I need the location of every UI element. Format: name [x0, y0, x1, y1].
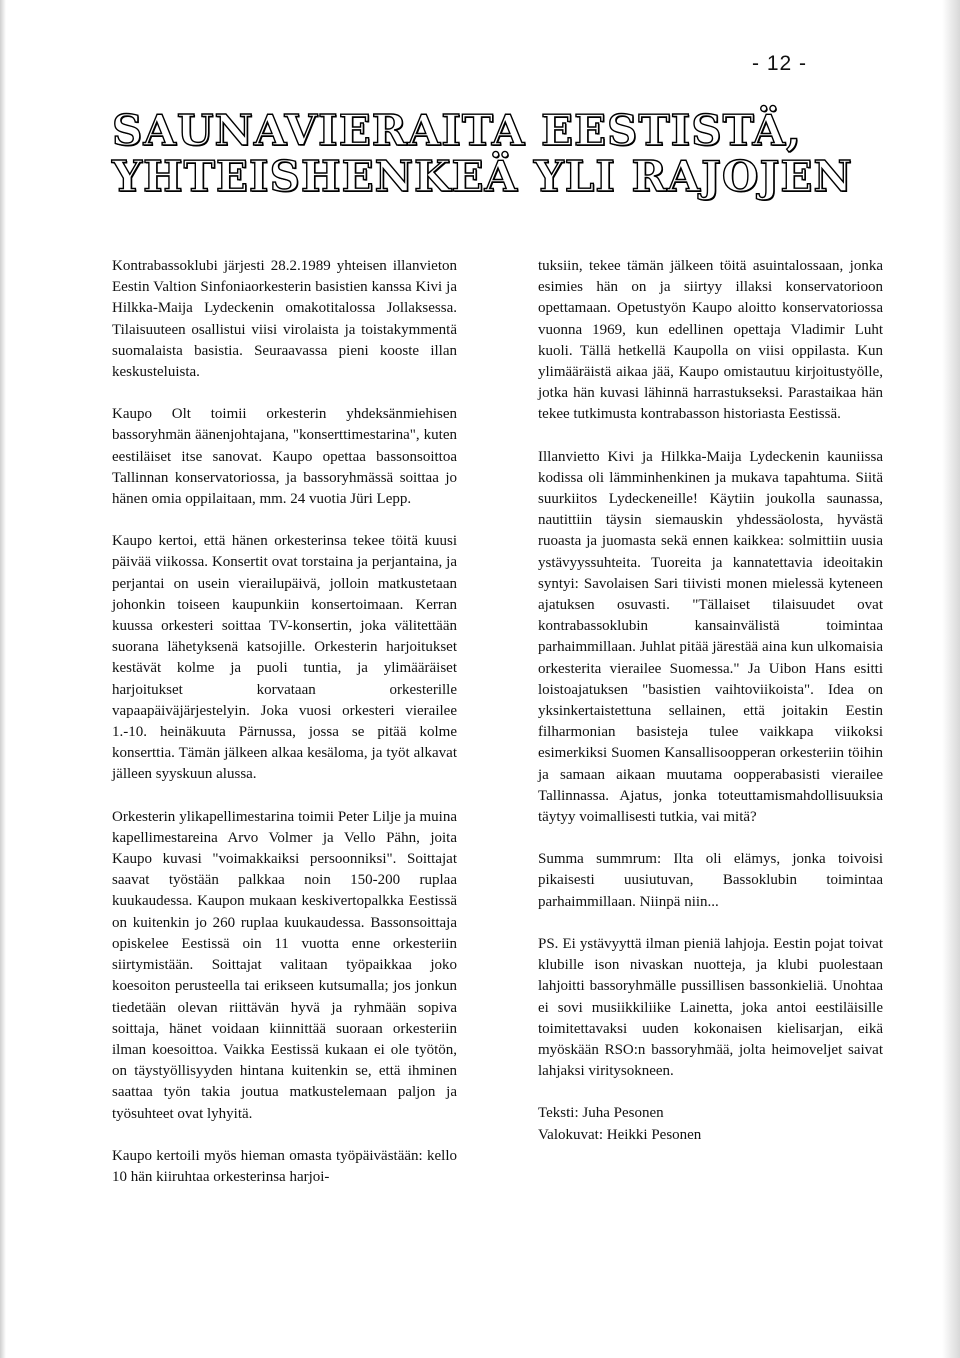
credit-text-author: Teksti: Juha Pesonen	[538, 1105, 664, 1122]
scan-edge-left	[0, 0, 6, 1358]
paragraph: Kontrabassoklubi järjesti 28.2.1989 yhteisen illanvieton Eestin Valtion Sinfoniaorkesterin basistien kanssa Kivi ja Hilkka-Maija Lydeckenin omakotitalossa Jollaksessa. Tilaisuuteen osallistui viisi virolaista ja toistakymmentä suomalaista basistia. Seuraavassa pieni kooste illan keskusteluista.	[112, 258, 457, 381]
title-line-2: YHTEISHENKEÄ YLI RAJOJEN	[112, 152, 853, 201]
page-number: - 12 -	[752, 52, 808, 75]
credit-photo-author: Valokuvat: Heikki Pesonen	[538, 1126, 702, 1143]
scan-edge-right	[942, 0, 960, 1358]
paragraph: Summa summrum: Ilta oli elämys, jonka toivoisi pikaisesti uusiutuvan, Bassoklubin toimintaa parhaimmillaan. Niinpä niin...	[538, 851, 883, 910]
title-line-1: SAUNAVIERAITA EESTISTÄ,	[112, 106, 802, 155]
paragraph: Kaupo Olt toimii orkesterin yhdeksänmiehisen bassoryhmän äänenjohtajana, "konserttimestarina", kuten eestiläiset itse sanovat. Kaupo opettaa bassonsoittoa Tallinnan konservatoriossa, ja bassoryhmässä soittaa jo hänen omia oppilaitaan, mm. 24 vuotia Jüri Lepp.	[112, 406, 457, 508]
paragraph: tuksiin, tekee tämän jälkeen töitä asuintalossaan, jonka esimies hän on ja siirtyy illaksi konservatorioon opettamaan. Opetustyön Kaupo aloitto konservatoriossa vuonna 1969, kun edellinen opettaja Vladimir Luht kuoli. Tällä hetkellä Kaupolla on viisi oppilasta. Kun ylimääräistä aikaa jää, Kaupo omistautuu kirjoitustyölle, jotka hän kuvasi lähinnä harrastukseksi. Parastaikaa hän tekee tutkimusta kontrabasson historiasta Eestissä.	[538, 258, 883, 423]
article-title	[112, 108, 853, 200]
paragraph: Kaupo kertoi, että hänen orkesterinsa tekee töitä kuusi päivää viikossa. Konsertit ovat torstaina ja perjantaina, ja perjantai on usein vierailupäivä, jolloin matkustetaan johonkin toiseen kaupunkiin konsertoimaan. Kerran kuussa orkesteri soittaa TV-konsertin, joka välitettään suorana lähetyksenä katsojille. Orkesterin harjoitukset kestävät kolme ja puoli tuntia, ja ylimääräiset harjoitukset korvataan orkesterille vapaapäiväjärjestelyin. Joka vuosi orkesteri vierailee 1.-10. heinäkuuta Pärnussa, jossa se pitää kolme konserttia. Tämän jälkeen alkaa kesäloma, ja työt alkavat jälleen syyskuun alussa.	[112, 533, 457, 783]
paragraph: Illanvietto Kivi ja Hilkka-Maija Lydeckenin kauniissa kodissa oli lämminhenkinen ja mukava tapahtuma. Siitä suurkiitos Lydeckeneille! Käytiin joukolla saunassa, nautittiin täysin siemauskin yhdessäolosta, hyvästä ruoasta ja juomasta sekä ennen kaikkea: solmittiin uusia ystävyyssuhteita. Tuoreita ja kannatettavia ideoitakin syntyi: Savolaisen Sari tiivisti monen mielessä kyteneen ajatuksen osuvasti. "Tällaiset tilaisuudet ovat kontrabassoklubin kansainvälistä toimintaa parhaimmillaan. Juhlat pitää järestää aina kun ulkomaisia orkesterita vierailee Suomessa." Ja Uibon Hans esitti loistoajatuksen "basistien vaihtoviikoista". Idea on yksinkertaistettuna sellainen, että joitakin Eestin filharmonian basisteja tulee vaikkapa viikoksi esimerkiksi Suomen Kansallisoopperan orkesteriin töihin ja samaan aikaan muutama oopperabasisti vierailee Tallinnassa. Ajatus, jonka toteuttamismahdollisuuksia täytyy voimallisesti tutkia, vai mitä?	[538, 448, 883, 826]
paragraph: Kaupo kertoili myös hieman omasta työpäivästään: kello 10 hän kiiruhtaa orkesterinsa harjoi-	[112, 1147, 457, 1185]
left-column	[112, 256, 457, 1209]
right-column	[538, 256, 883, 1146]
paragraph: Orkesterin ylikapellimestarina toimii Peter Lilje ja muina kapellimestareina Arvo Volmer ja Vello Pähn, joita Kaupo kuvasi "voimakkaiksi persoonniksi". Soittajat saavat työstään palkkaa noin 150-200 ruplaa kuukaudessa. Kaupon mukaan keskivertopalkka Eestissä on kuitenkin jo 260 ruplaa kuukaudessa. Bassonsoittaja opiskelee Eestissä oin 11 vuotta enne orkesteriin siirtymistään. Soittajat valitaan työpaikkaa joko koesoiton perusteella tai erikseen kutsumalla; jos jonkun tiedetään olevan riittävän hyvä ja ryhmään sopiva soittaja, hänet voidaan kiinnittää suoraan orkesteriin ilman koesoittoa. Vaikka Eestissä kukaan ei ole työtön, on täystyöllisyyden hintana kuitenkin se, että ihminen saattaa työn takia joutua matkustelemaan paljon ja työsuhteet ovat lyhyitä.	[112, 808, 457, 1122]
paragraph: PS. Ei ystävyyttä ilman pieniä lahjoja. Eestin pojat toivat klubille ison nivaskan nuotteja, ja klubi puolestaan lahjoitti bassoryhmälle pussillisen bassonkieliä. Unohtaa ei sovi musiikkiliike Lainetta, joka antoi eestiläisille toimitettavaksi uuden kokonaisen kielisarjan, eikä myöskään RSO:n bassoryhmää, jolta heimoveljet saivat lahjaksi viritysokneen.	[538, 935, 883, 1080]
